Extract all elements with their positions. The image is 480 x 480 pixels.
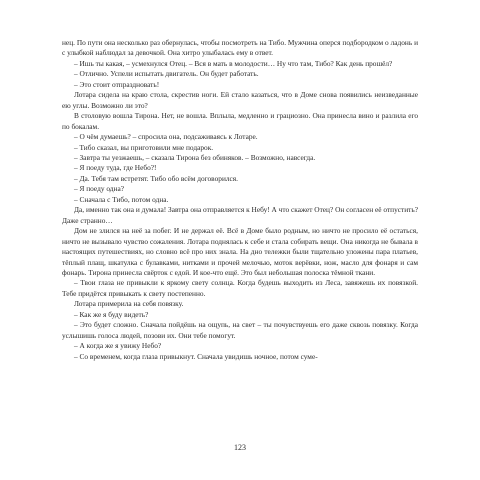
paragraph: – Ишь ты какая, – усмехнулся Отец. – Вся в мать в молодости… Ну что там, Тибо? Как день прошёл? — [74, 58, 393, 68]
paragraph: – Я поеду одна? — [74, 184, 124, 194]
paragraph: – Отлично. Успели испытать двигатель. Он будет работать. — [74, 69, 259, 79]
paragraph: – Я поеду туда, где Небо?! — [74, 163, 157, 173]
paragraph: Лотара примерила на себя повязку. — [74, 299, 184, 309]
paragraph: Лотара сидела на краю стола, скрестив ноги. Ей стало казаться, что в Доме снова появились неизведанные ею углы. Возможно ли это? — [62, 90, 418, 110]
page-number: 123 — [234, 443, 246, 452]
paragraph: – Как же я буду видеть? — [74, 309, 149, 319]
paragraph: – А когда же я увижу Небо? — [74, 341, 162, 351]
paragraph: – Завтра ты уезжаешь, – сказала Тирона без обиняков. – Возможно, навсегда. — [74, 152, 316, 162]
book-page — [62, 38, 418, 463]
paragraph: – Тибо сказал, вы приготовили мне подарок. — [74, 142, 214, 152]
paragraph: – Со временем, когда глаза привыкнут. Сначала увидишь ночное, потом суме- — [74, 351, 318, 361]
paragraph: нец. По пути она несколько раз обернулась, чтобы посмотреть на Тибо. Мужчина оперся подбородком о ладонь и с улыбкой наблюдал за девочкой. Она хитро улыбалась ему в ответ. — [62, 38, 418, 58]
paragraph: Дом не злился на неё за побег. И не держал её. Всё в Доме было родным, но ничто не просило её остаться, ничто не вызывало чувство сожаления. Лотара поднялась к себе и стала собирать вещи. Она никогда не бывала в настоящих путешествиях, но словно всё про них знала. На дно тележки были тщательно уложены пара платьев, тёплый плащ, шкатулка с булавками, нитками и прочей мелочью, моток верёвки, нож, масло для фонаря и сам фонарь. Тирона принесла свёрток с едой. И кое-что ещё. Это был небольшая полоска тёмной ткани. — [62, 226, 418, 277]
paragraph: В столовую вошла Тирона. Нет, не вошла. Вплыла, медленно и грациозно. Она принесла вино и разлила его по бокалам. — [62, 111, 418, 131]
paragraph: – О чём думаешь? – спросила она, подсаживаясь к Лотаре. — [74, 132, 258, 142]
paragraph: – Твои глаза не привыкли к яркому свету солнца. Когда будешь выходить из Леса, завяжешь их повязкой. Тебе придётся привыкать к свету постепенно. — [62, 278, 418, 298]
paragraph: – Да. Тебя там встретят. Тибо обо всём договорился. — [74, 173, 239, 183]
paragraph: – Сначала с Тибо, потом одна. — [74, 194, 169, 204]
paragraph: – Это стоит отпраздновать! — [74, 79, 160, 89]
page-text — [62, 38, 418, 362]
paragraph: – Это будет сложно. Сначала пойдёшь на ощупь, на свет – ты почувствуешь его даже сквозь повязку. Когда услышишь голоса людей, позови их. Они тебе помогут. — [62, 320, 418, 340]
paragraph: Да, именно так она и думала! Завтра она отправляется к Небу! А что скажет Отец? Он согласен её отпустить? Даже странно… — [62, 205, 418, 225]
